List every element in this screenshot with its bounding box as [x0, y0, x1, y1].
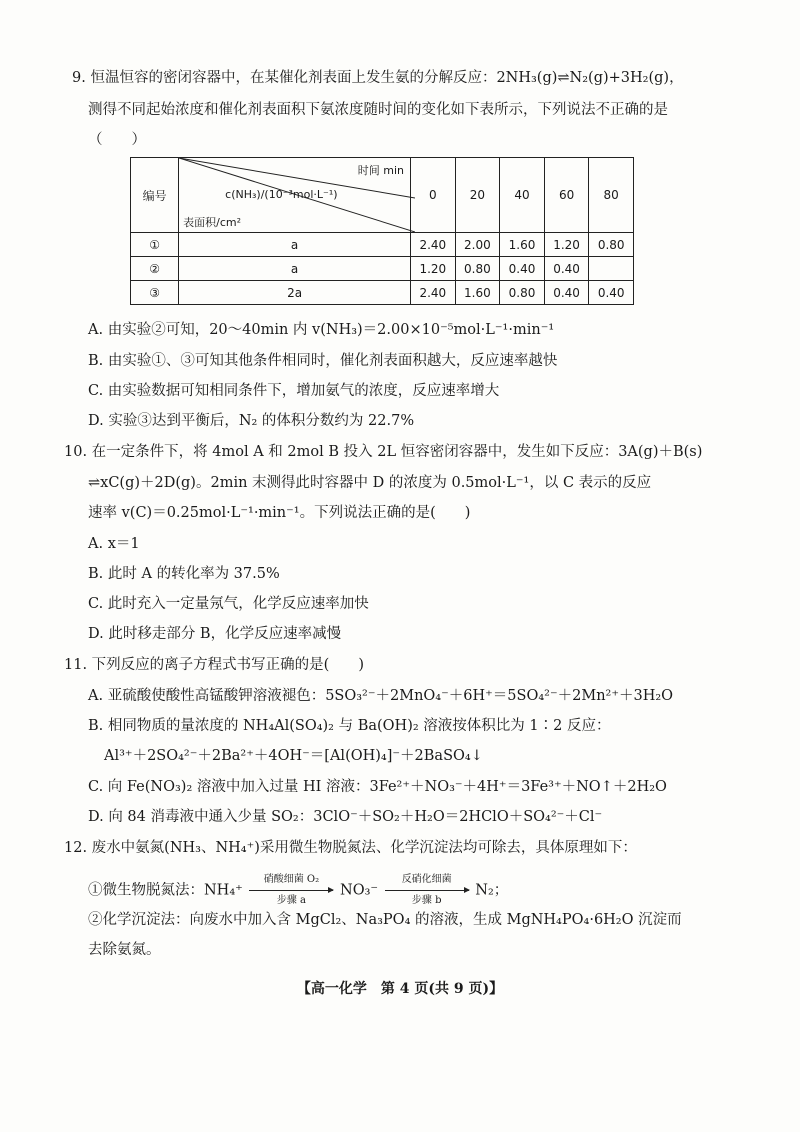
q9-stem-line1: 9. 恒温恒容的密闭容器中，在某催化剂表面上发生氨的分解反应：2NH₃(g)⇌N₂(g)+3H₂(g)，	[72, 70, 684, 86]
q9-answer-blank: （ ）	[88, 132, 146, 148]
q10-stem-line3: 速率 v(C)＝0.25mol·L⁻¹·min⁻¹。下列说法正确的是( )	[88, 505, 471, 521]
row-value: 0.80	[455, 257, 500, 281]
time-header: 60	[544, 158, 589, 233]
q9-stem-line2: 测得不同起始浓度和催化剂表面积下氨浓度随时间的变化如下表所示，下列说法不正确的是	[88, 102, 668, 118]
q11-stem: 11. 下列反应的离子方程式书写正确的是( )	[64, 657, 364, 673]
table-header-diagonal	[179, 158, 411, 233]
q11-option-c: C. 向 Fe(NO₃)₂ 溶液中加入过量 HI 溶液：3Fe²⁺＋NO₃⁻＋4H⁺＝3Fe³⁺＋NO↑＋2H₂O	[88, 779, 667, 795]
q10-stem-line1: 10. 在一定条件下，将 4mol A 和 2mol B 投入 2L 恒容密闭容器中，发生如下反应：3A(g)＋B(s)	[64, 444, 703, 460]
method1-product: N₂；	[475, 882, 509, 899]
q11-option-b: B. 相同物质的量浓度的 NH₄Al(SO₄)₂ 与 Ba(OH)₂ 溶液按体积比为 1∶2 反应：	[88, 718, 611, 734]
row-value: 0.40	[500, 257, 545, 281]
row-area: a	[179, 233, 411, 257]
q10-stem-line2: ⇌xC(g)＋2D(g)。2min 末测得此时容器中 D 的浓度为 0.5mol·L⁻¹，以 C 表示的反应	[88, 475, 652, 491]
q9-data-table	[130, 157, 634, 305]
row-value: 0.40	[544, 257, 589, 281]
arrow-right-icon	[385, 890, 469, 891]
q9-option-c: C. 由实验数据可知相同条件下，增加氨气的浓度，反应速率增大	[88, 383, 500, 399]
time-header: 40	[500, 158, 545, 233]
row-id: ①	[131, 233, 179, 257]
q10-option-b: B. 此时 A 的转化率为 37.5%	[88, 566, 280, 582]
row-value: 0.80	[589, 233, 634, 257]
row-id: ③	[131, 281, 179, 305]
arrow-b-label-bottom: 步骤 b	[411, 895, 442, 906]
q12-method1	[88, 870, 508, 911]
table-header-number: 编号	[131, 158, 179, 233]
row-value	[589, 257, 634, 281]
row-value: 0.80	[500, 281, 545, 305]
q9-option-d: D. 实验③达到平衡后，N₂ 的体积分数约为 22.7%	[88, 413, 415, 429]
q10-option-a: A. x＝1	[88, 536, 140, 552]
q11-option-a: A. 亚硫酸使酸性高锰酸钾溶液褪色：5SO₃²⁻＋2MnO₄⁻＋6H⁺＝5SO₄²⁻＋2Mn²⁺＋3H₂O	[88, 688, 674, 704]
time-header: 0	[411, 158, 456, 233]
q12-method2-line1: ②化学沉淀法：向废水中加入含 MgCl₂、Na₃PO₄ 的溶液，生成 MgNH₄PO₄·6H₂O 沉淀而	[88, 912, 682, 928]
q9-option-b: B. 由实验①、③可知其他条件相同时，催化剂表面积越大，反应速率越快	[88, 353, 558, 369]
reaction-arrow-a	[249, 870, 333, 911]
table-row	[131, 233, 634, 257]
q10-option-c: C. 此时充入一定量氖气，化学反应速率加快	[88, 596, 369, 612]
arrow-a-label-bottom: 步骤 a	[276, 895, 306, 906]
reaction-arrow-b	[385, 870, 469, 911]
q11-option-d: D. 向 84 消毒液中通入少量 SO₂：3ClO⁻＋SO₂＋H₂O＝2HClO＋SO₄²⁻＋Cl⁻	[88, 809, 603, 825]
diag-label-area: 表面积/cm²	[183, 216, 242, 229]
row-value: 0.40	[589, 281, 634, 305]
time-header: 20	[455, 158, 500, 233]
diag-label-concentration: c(NH₃)/(10⁻³mol·L⁻¹)	[225, 188, 338, 201]
row-value: 2.40	[411, 281, 456, 305]
row-id: ②	[131, 257, 179, 281]
method1-intermediate: NO₃⁻	[340, 882, 379, 899]
row-area: a	[179, 257, 411, 281]
q12-method2-line2: 去除氨氮。	[88, 942, 161, 958]
page-footer: 【高一化学 第 4 页(共 9 页)】	[296, 981, 504, 997]
table-row	[131, 281, 634, 305]
q11-option-b-equation: Al³⁺＋2SO₄²⁻＋2Ba²⁺＋4OH⁻＝[Al(OH)₄]⁻＋2BaSO₄↓	[104, 748, 483, 764]
table-row	[131, 257, 634, 281]
arrow-b-label-top: 反硝化细菌	[401, 874, 452, 885]
row-value: 2.00	[455, 233, 500, 257]
q12-stem: 12. 废水中氨氮(NH₃、NH₄⁺)采用微生物脱氮法、化学沉淀法均可除去，具体原理如下：	[64, 840, 637, 856]
row-value: 1.20	[411, 257, 456, 281]
row-value: 1.20	[544, 233, 589, 257]
time-header: 80	[589, 158, 634, 233]
row-value: 2.40	[411, 233, 456, 257]
row-value: 1.60	[500, 233, 545, 257]
arrow-right-icon	[249, 890, 333, 891]
method1-prefix: ①微生物脱氮法：NH₄⁺	[88, 882, 243, 899]
q10-option-d: D. 此时移走部分 B，化学反应速率减慢	[88, 626, 342, 642]
row-value: 1.60	[455, 281, 500, 305]
arrow-a-label-top: 硝酸细菌 O₂	[263, 874, 320, 885]
diag-label-time: 时间 min	[357, 164, 404, 177]
row-area: 2a	[179, 281, 411, 305]
q9-option-a: A. 由实验②可知，20～40min 内 v(NH₃)＝2.00×10⁻⁵mol·L⁻¹·min⁻¹	[88, 322, 555, 338]
row-value: 0.40	[544, 281, 589, 305]
